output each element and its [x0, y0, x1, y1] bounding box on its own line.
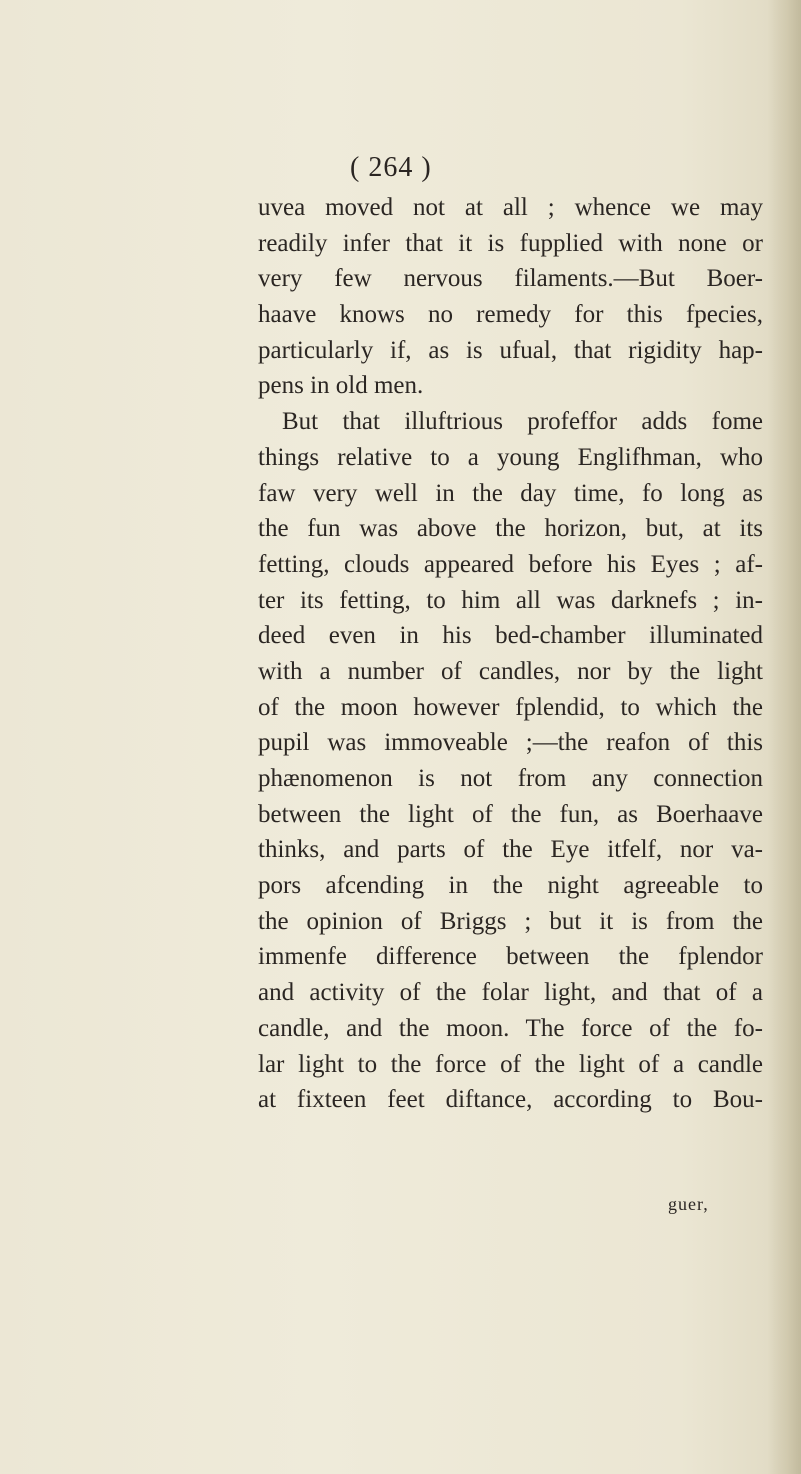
text-line: uvea moved not at all ; whence we may [258, 194, 763, 221]
text-line: particularly if, as is ufual, that rigidity hap- [258, 336, 763, 364]
catchword: guer, [668, 1194, 709, 1214]
text-line: with a number of candles, nor by the light [258, 657, 763, 685]
text-line: pens in old men. [258, 372, 424, 400]
text-line: of the moon however fplendid, to which the [258, 693, 763, 721]
text-line: ter its fetting, to him all was darknefs ; in- [258, 586, 763, 614]
text-line: between the light of the fun, as Boerhaave [258, 800, 763, 828]
page-number: ( 264 ) [350, 152, 432, 183]
body-text [258, 190, 763, 1118]
text-line: things relative to a young Englifhman, who [258, 443, 763, 471]
text-line: deed even in his bed-chamber illuminated [258, 622, 763, 650]
text-line: faw very well in the day time, fo long as [258, 479, 763, 507]
text-line: at fixteen feet diftance, according to Bou- [258, 1086, 763, 1114]
text-line: But that illuftrious profeffor adds fome [282, 408, 763, 436]
text-line: phænomenon is not from any connection [258, 765, 763, 792]
text-line: thinks, and parts of the Eye itfelf, nor va- [258, 836, 763, 864]
page-edge-shadow [767, 0, 801, 1474]
text-line: haave knows no remedy for this fpecies, [258, 301, 763, 329]
text-line: the opinion of Briggs ; but it is from the [258, 907, 763, 935]
text-line: and activity of the folar light, and that of a [258, 979, 763, 1007]
text-line: the fun was above the horizon, but, at its [258, 515, 763, 543]
text-line: pupil was immoveable ;—the reafon of this [258, 729, 763, 757]
text-line: candle, and the moon. The force of the fo- [258, 1014, 763, 1042]
text-line: immenfe difference between the fplendor [258, 943, 763, 971]
text-line: fetting, clouds appeared before his Eyes ; af- [258, 550, 763, 578]
text-line: very few nervous filaments.—But Boer- [258, 265, 763, 293]
text-line: readily infer that it is fupplied with none or [258, 229, 763, 257]
text-line: pors afcending in the night agreeable to [258, 872, 763, 900]
text-line: lar light to the force of the light of a candle [258, 1050, 763, 1078]
